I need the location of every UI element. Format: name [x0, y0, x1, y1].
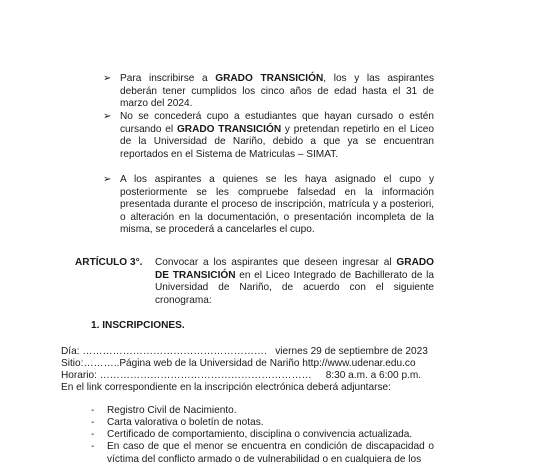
- bullet-paragraph-2: [120, 111, 434, 161]
- requirement-item: Certificado de comportamiento, disciplina o convivencia actualizada.: [107, 429, 413, 440]
- list-dash: -: [91, 429, 95, 440]
- bullet-1-prefix: Para inscribirse a: [120, 73, 216, 84]
- list-dash: -: [91, 417, 95, 428]
- article-prefix: Convocar a los aspirantes que deseen ingresar al: [155, 257, 397, 268]
- article-suffix: en el Liceo Integrado de Bachillerato de la Universidad de Nariño, de acuerdo con el siguiente cronograma:: [155, 269, 434, 306]
- article-body: [155, 257, 434, 307]
- list-dash: -: [91, 441, 95, 452]
- bullet-paragraph-1: [120, 73, 434, 111]
- requirement-item: En caso de que el menor se encuentra en condición de discapacidad o víctima del conflicto armado o de vulnerabilidad o en cualquiera de los: [107, 441, 434, 465]
- bullet-1-suffix: , los y las aspirantes deberán tener cumplidos los cinco años de edad hasta el 31 de marzo del 2024.: [120, 73, 434, 110]
- bullet-arrow-icon: ➢: [103, 111, 112, 122]
- bullet-arrow-icon: ➢: [103, 73, 112, 84]
- bullet-paragraph-3: [120, 174, 434, 237]
- article-label: ARTÍCULO 3°.: [75, 257, 143, 268]
- bullet-3-text: A los aspirantes a quienes se les haya asignado el cupo y posteriormente se les compruebe falsedad en la información presentada durante el proceso de inscripción, matrícula y a posteriori, o alteración en la documentación, o presentación incompleta de la misma, se procederá a cancelarles el cupo.: [120, 174, 434, 236]
- bullet-1-bold: GRADO TRANSICIÓN: [215, 73, 324, 84]
- bullet-2-suffix: y pretendan repetirlo en el Liceo de la Universidad de Nariño, debido a que ya se encuentran reportados en el Sistema de Matriculas – SIMAT.: [120, 123, 435, 160]
- schedule-dia: Día: ………………………………………………. viernes 29 de septiembre de 2023: [61, 346, 428, 357]
- schedule-note: En el link correspondiente en la inscripción electrónica deberá adjuntarse:: [61, 382, 391, 393]
- requirement-item: Registro Civil de Nacimiento.: [107, 405, 237, 416]
- schedule-horario: Horario: ……………………………………………………… 8:30 a.m. a 6:00 p.m.: [61, 370, 422, 381]
- bullet-arrow-icon: ➢: [103, 174, 112, 185]
- requirement-item: Carta valorativa o boletín de notas.: [107, 417, 264, 428]
- article-bold: GRADO DE TRANSICIÓN: [155, 257, 434, 281]
- bullet-2-bold: GRADO TRANSICIÓN: [176, 123, 282, 135]
- bullet-2-prefix: No se concederá cupo a estudiantes que hayan cursado o estén cursando el: [120, 111, 434, 135]
- schedule-sitio: Sitio:………..Página web de la Universidad de Nariño http://www.udenar.edu.co: [61, 358, 416, 369]
- list-dash: -: [91, 405, 95, 416]
- section-title: 1. INSCRIPCIONES.: [91, 320, 185, 331]
